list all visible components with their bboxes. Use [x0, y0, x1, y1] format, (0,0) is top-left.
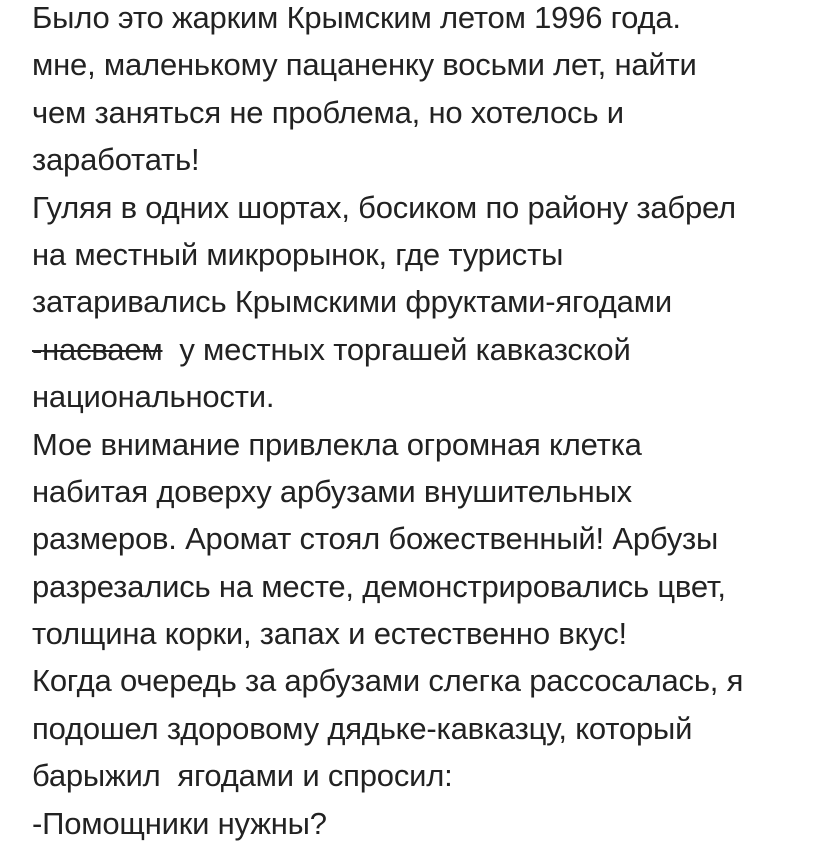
text-line: размеров. Аромат стоял божественный! Арбузы [32, 521, 719, 557]
text-line: Мое внимание привлекла огромная клетка [32, 426, 642, 462]
text-line: мне, маленькому пацаненку восьми лет, найти [32, 47, 697, 83]
story-text [32, 0, 822, 847]
strikethrough-word: насваем [42, 331, 163, 367]
text-line: на местный микрорынок, где туристы [32, 236, 564, 272]
text-line: чем заняться не проблема, но хотелось и [32, 94, 624, 130]
text-line: набитая доверху арбузами внушительных [32, 473, 632, 509]
text-line: -Помощники нужны? [32, 805, 327, 841]
strikethrough-dash: - [32, 331, 43, 367]
text-line-with-strikethrough [32, 326, 822, 373]
text-line-rest: у местных торгашей кавказской [162, 331, 631, 367]
text-line: Когда очередь за арбузами слегка рассосалась, я [32, 663, 744, 699]
text-line: подошел здоровому дядьке-кавказцу, который [32, 710, 693, 746]
text-line: национальности. [32, 379, 275, 415]
text-line: барыжил ягодами и спросил: [32, 758, 453, 794]
text-line: затаривались Крымскими фруктами-ягодами [32, 284, 672, 320]
text-line: Было это жарким Крымским летом 1996 года. [32, 0, 681, 35]
text-line: разрезались на месте, демонстрировались цвет, [32, 568, 726, 604]
text-line: заработать! [32, 142, 200, 178]
text-line: Гуляя в одних шортах, босиком по району забрел [32, 189, 736, 225]
text-line: толщина корки, запах и естественно вкус! [32, 616, 627, 652]
